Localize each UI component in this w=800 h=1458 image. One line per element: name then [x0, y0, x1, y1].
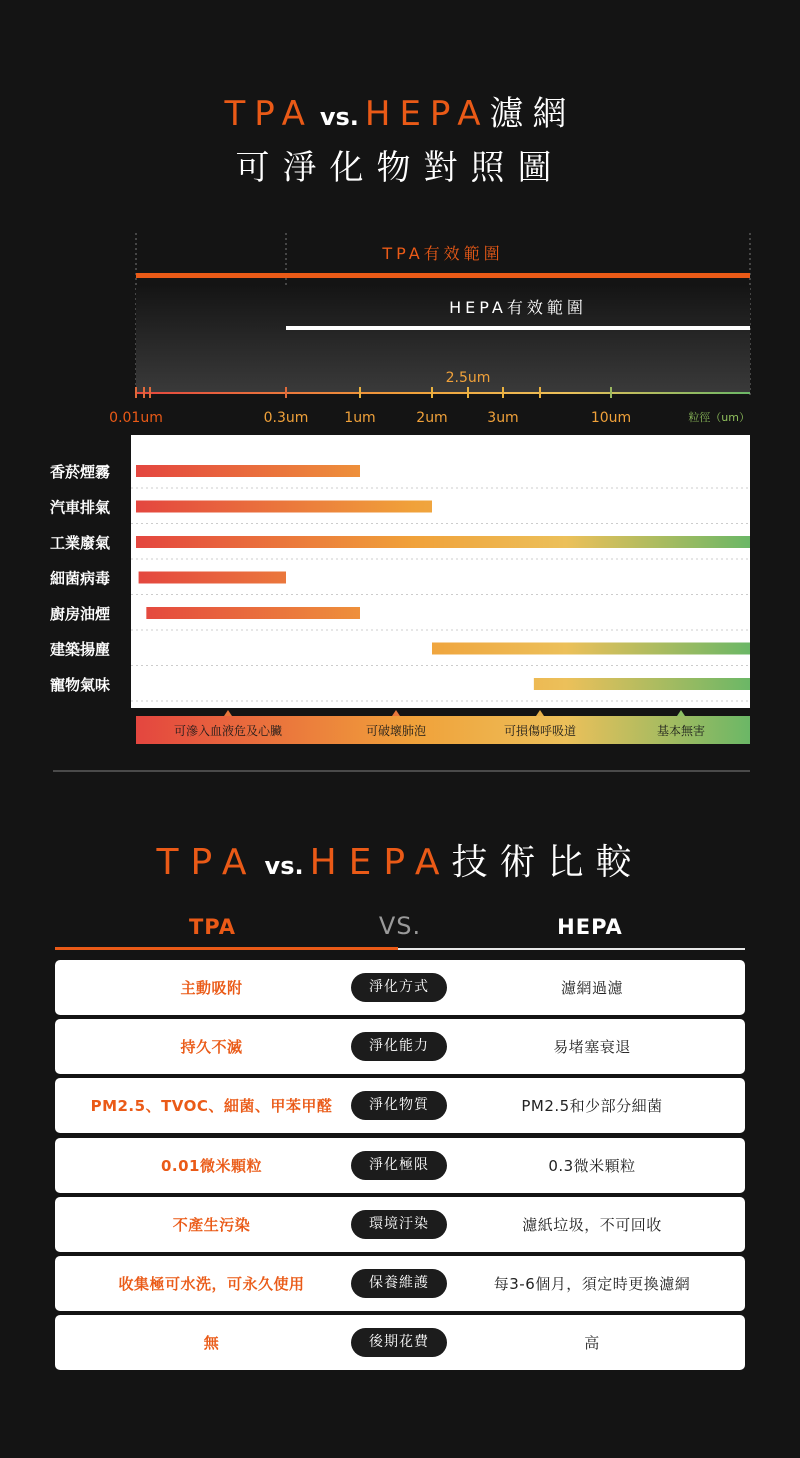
x-axis-tick-label: 0.01um — [109, 410, 163, 426]
comparison-title-tpa: TPA — [156, 842, 259, 883]
severity-pointer — [536, 710, 544, 716]
tpa-value: 主動吸附 — [180, 979, 243, 997]
category-label: 建築揚塵 — [50, 640, 111, 659]
category-label: 汽車排氣 — [50, 498, 111, 517]
severity-pointer — [677, 710, 685, 716]
category-label: 寵物氣味 — [50, 676, 111, 694]
comparison-row — [55, 1138, 745, 1193]
criterion-label: 淨化能力 — [351, 1032, 447, 1061]
chart-title-line1 — [0, 86, 800, 135]
x-axis-marker-label: 2.5um — [445, 370, 491, 386]
category-label: 香菸煙霧 — [50, 463, 111, 481]
comparison-row — [55, 1019, 745, 1074]
hepa-value: 高 — [584, 1334, 600, 1353]
tpa-value: 收集極可水洗，可永久使用 — [118, 1274, 305, 1293]
particle-chart — [0, 225, 800, 755]
tpa-range-label: TPA有效範圍 — [382, 244, 504, 263]
x-axis-tick-label: 3um — [487, 410, 519, 426]
x-axis-unit-label: 粒徑（um） — [688, 411, 750, 424]
hepa-value: 濾網過濾 — [560, 979, 623, 997]
comparison-row — [55, 960, 745, 1015]
comparison-row — [55, 1197, 745, 1252]
chart-title-line2: 可淨化物對照圖 — [235, 148, 565, 188]
hepa-value: 易堵塞衰退 — [553, 1038, 631, 1057]
x-axis-tick-label: 0.3um — [263, 410, 309, 426]
title-hepa: HEPA — [364, 94, 490, 134]
comparison-title-suffix: 技術比較 — [451, 842, 644, 883]
comparison-title-vs: vs. — [264, 852, 304, 880]
tpa-value: PM2.5、TVOC、細菌、甲苯甲醛 — [90, 1097, 333, 1116]
header-underline-tpa — [55, 947, 398, 950]
comparison-table — [55, 960, 745, 1374]
severity-label: 可滲入血液危及心臟 — [173, 724, 283, 738]
severity-label: 可破壞肺泡 — [365, 724, 427, 738]
title-suffix: 濾網 — [489, 94, 576, 134]
tpa-value: 無 — [203, 1334, 220, 1353]
title-vs: vs. — [319, 103, 359, 131]
severity-label: 可損傷呼吸道 — [503, 724, 577, 738]
criterion-label: 淨化極限 — [351, 1151, 447, 1180]
category-range-bar — [146, 607, 360, 619]
tpa-value: 持久不滅 — [180, 1038, 243, 1057]
comparison-title — [0, 834, 800, 885]
comparison-title-hepa: HEPA — [309, 842, 452, 883]
category-range-bar — [432, 643, 750, 655]
x-axis-tick-label: 2um — [416, 410, 448, 426]
category-range-bar — [136, 501, 432, 513]
category-range-bar — [136, 465, 360, 477]
tpa-value: 不產生污染 — [172, 1215, 251, 1234]
category-label: 工業廢氣 — [50, 534, 111, 552]
title-tpa: TPA — [224, 94, 314, 134]
section-divider — [53, 770, 750, 772]
category-range-bar — [136, 536, 750, 548]
comparison-row — [55, 1315, 745, 1370]
comparison-row — [55, 1078, 745, 1133]
severity-pointer — [392, 710, 400, 716]
criterion-label: 環境汙染 — [351, 1210, 447, 1239]
column-header-vs: VS. — [378, 912, 422, 940]
category-range-bar — [534, 678, 750, 690]
hepa-range-label: HEPA有效範圍 — [449, 298, 587, 317]
criterion-label: 淨化方式 — [351, 973, 447, 1002]
column-header-tpa: TPA — [188, 915, 237, 939]
tpa-value: 0.01微米顆粒 — [160, 1156, 262, 1175]
severity-label: 基本無害 — [656, 724, 706, 738]
tpa-range-bar — [136, 273, 750, 278]
hepa-range-bar — [286, 326, 750, 330]
header-underline-hepa — [398, 948, 745, 950]
category-label: 細菌病毒 — [50, 569, 111, 588]
severity-pointer — [224, 710, 232, 716]
criterion-label: 淨化物質 — [351, 1091, 447, 1120]
criterion-label: 保養維護 — [351, 1269, 447, 1298]
hepa-value: 濾紙垃圾，不可回收 — [522, 1215, 662, 1234]
column-header-hepa: HEPA — [557, 915, 623, 939]
range-fade-area — [136, 285, 750, 393]
x-axis-tick-label: 1um — [344, 410, 376, 426]
category-label: 廚房油煙 — [50, 605, 111, 623]
x-axis-tick-label: 10um — [590, 410, 632, 426]
hepa-value: 0.3微米顆粒 — [548, 1156, 636, 1175]
hepa-value: PM2.5和少部分細菌 — [521, 1097, 663, 1116]
category-range-bar — [139, 572, 286, 584]
comparison-row — [55, 1256, 745, 1311]
hepa-value: 每3-6個月，須定時更換濾網 — [493, 1274, 691, 1293]
criterion-label: 後期花費 — [351, 1328, 447, 1357]
